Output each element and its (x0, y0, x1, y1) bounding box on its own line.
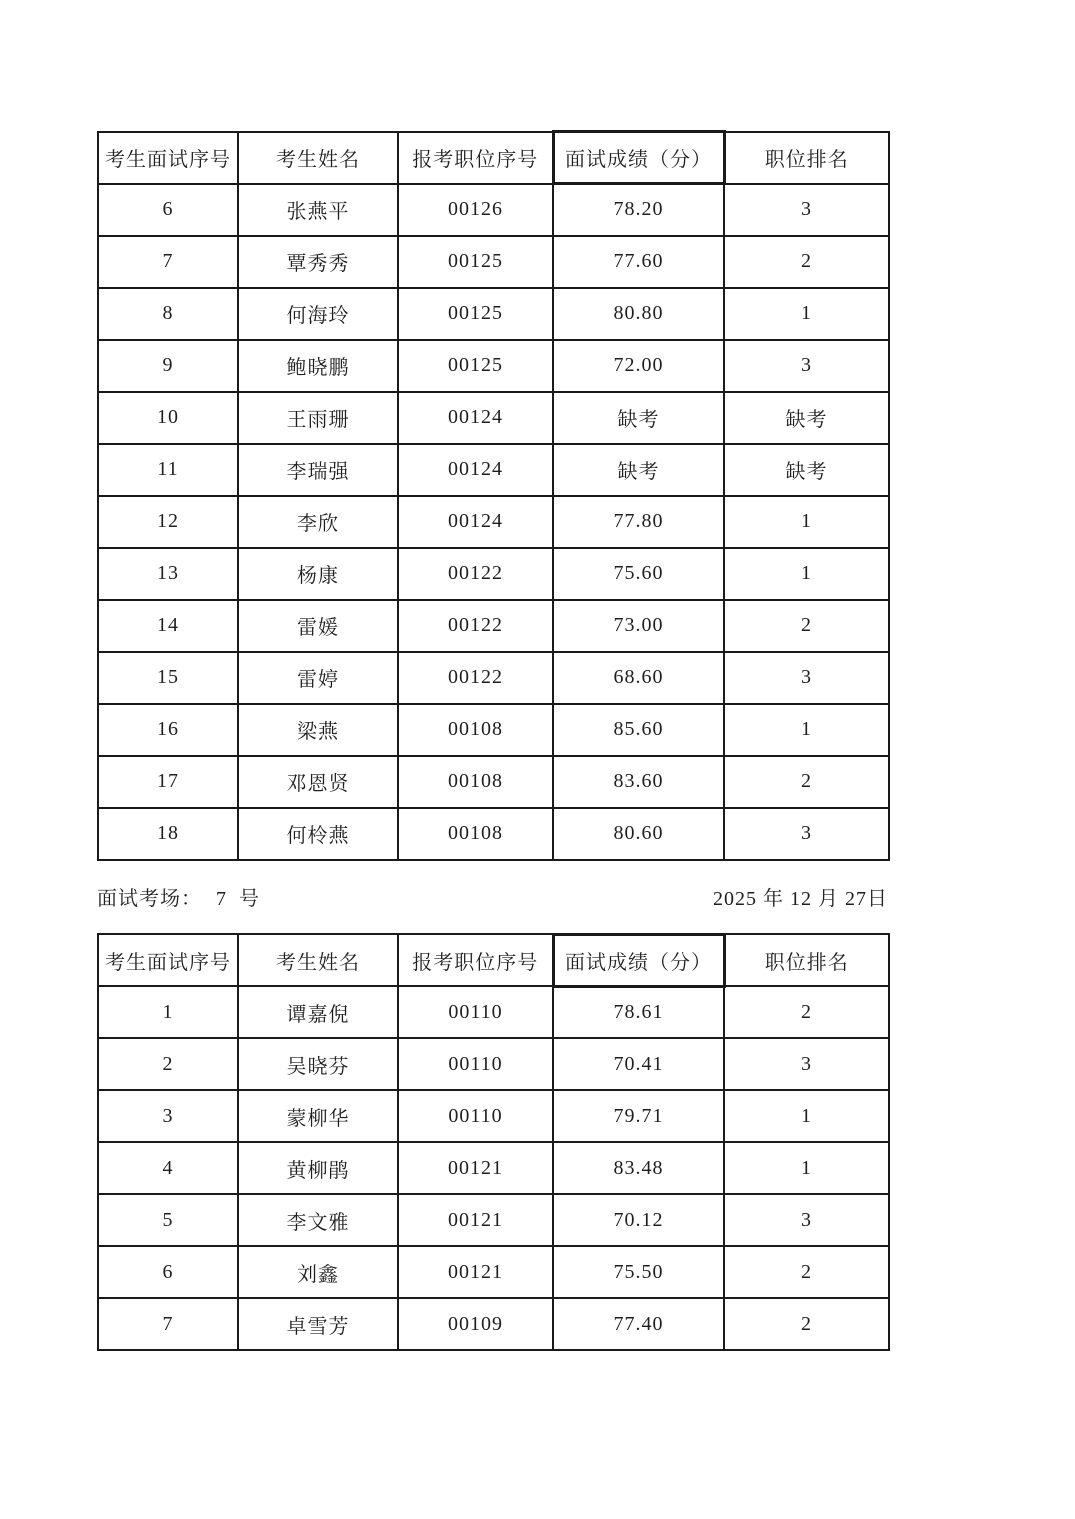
table-cell: 6 (98, 184, 238, 236)
column-header: 考生面试序号 (98, 132, 238, 184)
table-cell: 3 (724, 184, 889, 236)
score-table-2-header (98, 934, 889, 986)
table-cell: 00110 (398, 1038, 553, 1090)
table-cell: 00124 (398, 392, 553, 444)
table-cell: 78.20 (553, 184, 724, 236)
table-row (98, 288, 889, 340)
table-cell: 85.60 (553, 704, 724, 756)
table-cell: 73.00 (553, 600, 724, 652)
column-header: 考生姓名 (238, 934, 398, 986)
table-cell: 78.61 (553, 986, 724, 1038)
table-cell: 2 (724, 986, 889, 1038)
table-cell: 杨康 (238, 548, 398, 600)
table-cell: 9 (98, 340, 238, 392)
table-cell: 00122 (398, 600, 553, 652)
table-cell: 16 (98, 704, 238, 756)
table-cell: 7 (98, 236, 238, 288)
document-body (97, 130, 888, 1351)
table-row (98, 704, 889, 756)
table-row (98, 1194, 889, 1246)
table-cell: 缺考 (553, 444, 724, 496)
table-row (98, 340, 889, 392)
exam-room-label: 面试考场： (97, 888, 202, 910)
header-row (98, 132, 889, 184)
column-header: 面试成绩（分） (553, 934, 724, 986)
table-cell: 2 (98, 1038, 238, 1090)
table-cell: 79.71 (553, 1090, 724, 1142)
table-row (98, 1142, 889, 1194)
table-cell: 3 (724, 1038, 889, 1090)
table-row (98, 1298, 889, 1350)
table-cell: 00109 (398, 1298, 553, 1350)
table-row (98, 986, 889, 1038)
exam-room-value: 7 (216, 888, 227, 910)
table-cell: 00108 (398, 756, 553, 808)
table-row (98, 444, 889, 496)
table-row (98, 236, 889, 288)
column-header: 面试成绩（分） (553, 132, 724, 184)
table-row (98, 548, 889, 600)
table-cell: 谭嘉倪 (238, 986, 398, 1038)
table-cell: 00121 (398, 1246, 553, 1298)
table-cell: 3 (724, 340, 889, 392)
table-cell: 何海玲 (238, 288, 398, 340)
table-cell: 1 (98, 986, 238, 1038)
table-cell: 00108 (398, 704, 553, 756)
score-table-1 (97, 130, 890, 861)
column-header: 职位排名 (724, 934, 889, 986)
table-cell: 1 (724, 496, 889, 548)
table-cell: 3 (724, 808, 889, 860)
table-cell: 2 (724, 1246, 889, 1298)
table-cell: 00124 (398, 496, 553, 548)
table-cell: 00125 (398, 236, 553, 288)
table-cell: 14 (98, 600, 238, 652)
table-cell: 00124 (398, 444, 553, 496)
table-row (98, 1038, 889, 1090)
table-cell: 70.41 (553, 1038, 724, 1090)
table-cell: 李文雅 (238, 1194, 398, 1246)
table-row (98, 496, 889, 548)
table-cell: 李瑞强 (238, 444, 398, 496)
table-cell: 3 (724, 652, 889, 704)
table-cell: 梁燕 (238, 704, 398, 756)
table-cell: 缺考 (724, 444, 889, 496)
table-cell: 1 (724, 288, 889, 340)
table-cell: 张燕平 (238, 184, 398, 236)
table-row (98, 756, 889, 808)
table-cell: 72.00 (553, 340, 724, 392)
header-row (98, 934, 889, 986)
column-header: 报考职位序号 (398, 934, 553, 986)
table-row (98, 600, 889, 652)
table-cell: 2 (724, 600, 889, 652)
table-cell: 雷媛 (238, 600, 398, 652)
table-cell: 8 (98, 288, 238, 340)
table-cell: 75.60 (553, 548, 724, 600)
table-cell: 2 (724, 756, 889, 808)
table-row (98, 808, 889, 860)
table-cell: 12 (98, 496, 238, 548)
table-row (98, 1090, 889, 1142)
table-cell: 6 (98, 1246, 238, 1298)
table-cell: 00121 (398, 1194, 553, 1246)
table-cell: 00125 (398, 340, 553, 392)
table-cell: 覃秀秀 (238, 236, 398, 288)
table-cell: 邓恩贤 (238, 756, 398, 808)
score-table-2-body (98, 986, 889, 1350)
table-cell: 7 (98, 1298, 238, 1350)
table-cell: 00108 (398, 808, 553, 860)
exam-room-unit: 号 (239, 888, 260, 910)
table-cell: 17 (98, 756, 238, 808)
table-cell: 15 (98, 652, 238, 704)
table-cell: 00125 (398, 288, 553, 340)
table-cell: 2 (724, 236, 889, 288)
exam-room (97, 882, 260, 911)
table-cell: 缺考 (553, 392, 724, 444)
table-cell: 00126 (398, 184, 553, 236)
column-header: 考生面试序号 (98, 934, 238, 986)
table-cell: 1 (724, 1142, 889, 1194)
table-cell: 雷婷 (238, 652, 398, 704)
table-cell: 68.60 (553, 652, 724, 704)
column-header: 报考职位序号 (398, 132, 553, 184)
table-cell: 王雨珊 (238, 392, 398, 444)
score-table-1-header (98, 132, 889, 184)
table-cell: 吴晓芬 (238, 1038, 398, 1090)
score-table-1-body (98, 184, 889, 860)
table-cell: 1 (724, 548, 889, 600)
table-cell: 00121 (398, 1142, 553, 1194)
table-cell: 77.60 (553, 236, 724, 288)
table-cell: 00122 (398, 652, 553, 704)
score-table-2 (97, 933, 890, 1352)
table-cell: 80.80 (553, 288, 724, 340)
table-cell: 83.60 (553, 756, 724, 808)
table-cell: 蒙柳华 (238, 1090, 398, 1142)
table-cell: 1 (724, 704, 889, 756)
table-cell: 00110 (398, 1090, 553, 1142)
table-cell: 何柃燕 (238, 808, 398, 860)
table-cell: 00110 (398, 986, 553, 1038)
table-cell: 70.12 (553, 1194, 724, 1246)
table-row (98, 1246, 889, 1298)
table-cell: 83.48 (553, 1142, 724, 1194)
table-cell: 鲍晓鹏 (238, 340, 398, 392)
column-header: 考生姓名 (238, 132, 398, 184)
table-cell: 00122 (398, 548, 553, 600)
table-cell: 3 (98, 1090, 238, 1142)
table-cell: 刘鑫 (238, 1246, 398, 1298)
table-cell: 3 (724, 1194, 889, 1246)
table-cell: 13 (98, 548, 238, 600)
column-header: 职位排名 (724, 132, 889, 184)
table-cell: 18 (98, 808, 238, 860)
table-cell: 75.50 (553, 1246, 724, 1298)
table-cell: 4 (98, 1142, 238, 1194)
table-cell: 1 (724, 1090, 889, 1142)
table-cell: 10 (98, 392, 238, 444)
table-cell: 黄柳鹃 (238, 1142, 398, 1194)
table-row (98, 392, 889, 444)
table-cell: 2 (724, 1298, 889, 1350)
exam-session-meta (97, 861, 888, 933)
table-cell: 5 (98, 1194, 238, 1246)
table-cell: 李欣 (238, 496, 398, 548)
table-cell: 77.80 (553, 496, 724, 548)
table-row (98, 184, 889, 236)
table-row (98, 652, 889, 704)
table-cell: 77.40 (553, 1298, 724, 1350)
exam-date: 2025 年 12 月 27日 (713, 888, 888, 910)
table-cell: 卓雪芳 (238, 1298, 398, 1350)
table-cell: 80.60 (553, 808, 724, 860)
table-cell: 11 (98, 444, 238, 496)
table-cell: 缺考 (724, 392, 889, 444)
